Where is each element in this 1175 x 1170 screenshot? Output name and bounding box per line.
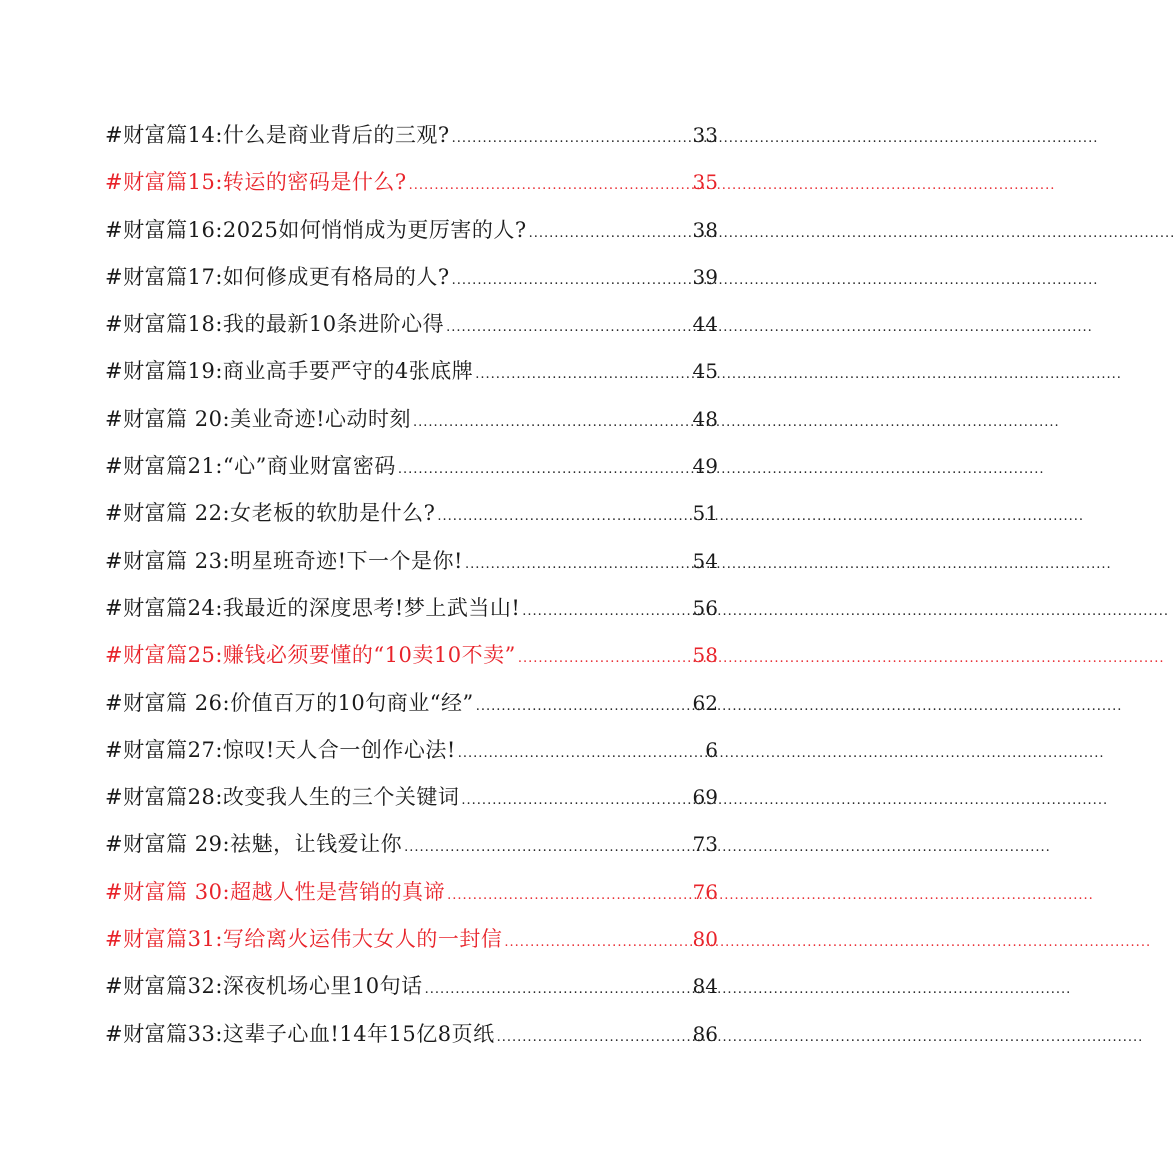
toc-entry-title: #财富篇16:2025如何悄悄成为更厉害的人? — [105, 217, 527, 242]
toc-entry-page: 84 — [692, 974, 718, 999]
toc-entry-page: 56 — [692, 595, 718, 620]
toc-entry-page: 73 — [692, 832, 718, 857]
toc-entry[interactable] — [105, 207, 718, 254]
toc-leader-dots — [476, 683, 691, 730]
toc-entry-page: 51 — [692, 501, 718, 526]
toc-entry-title: #财富篇 30:超越人性是营销的真谛 — [105, 879, 446, 904]
toc-entry[interactable] — [105, 680, 718, 727]
toc-entry-page: 49 — [692, 454, 718, 479]
toc-leader-dots — [522, 588, 690, 635]
toc-leader-dots — [413, 399, 691, 446]
toc-entry[interactable] — [105, 585, 718, 632]
toc-leader-dots — [504, 919, 690, 966]
toc-entry[interactable] — [105, 396, 718, 443]
toc-entry-page: 62 — [692, 690, 718, 715]
toc-entry[interactable] — [105, 1011, 718, 1058]
table-of-contents — [105, 112, 718, 1058]
toc-leader-dots — [452, 257, 691, 304]
toc-leader-dots — [461, 777, 690, 824]
toc-entry-page: 38 — [692, 217, 718, 242]
toc-entry-title: #财富篇24:我最近的深度思考!梦上武当山! — [105, 595, 521, 620]
toc-entry-title: #财富篇17:如何修成更有格局的人? — [105, 264, 450, 289]
toc-entry[interactable] — [105, 490, 718, 537]
toc-entry-title: #财富篇15:转运的密码是什么? — [105, 170, 407, 195]
toc-entry-title: #财富篇 23:明星班奇迹!下一个是你! — [105, 548, 463, 573]
toc-leader-dots — [518, 635, 691, 682]
toc-entry[interactable] — [105, 916, 718, 963]
toc-entry-title: #财富篇31:写给离火运伟大女人的一封信 — [105, 927, 503, 952]
toc-leader-dots — [404, 824, 690, 871]
toc-entry-page: 45 — [692, 359, 718, 384]
toc-entry-page: 54 — [692, 548, 718, 573]
toc-leader-dots — [398, 446, 691, 493]
toc-entry[interactable] — [105, 821, 718, 868]
toc-leader-dots — [465, 541, 691, 588]
toc-entry[interactable] — [105, 443, 718, 490]
toc-entry-page: 86 — [692, 1021, 718, 1046]
toc-leader-dots — [425, 966, 691, 1013]
toc-leader-dots — [447, 872, 690, 919]
toc-leader-dots — [446, 304, 690, 351]
toc-entry[interactable] — [105, 159, 718, 206]
toc-entry-page: 80 — [692, 927, 718, 952]
toc-leader-dots — [475, 351, 690, 398]
toc-leader-dots — [529, 210, 691, 257]
toc-entry[interactable] — [105, 301, 718, 348]
toc-entry-title: #财富篇 29:祛魅，让钱爱让你 — [105, 832, 403, 857]
toc-entry-page: 48 — [692, 406, 718, 431]
toc-entry-title: #财富篇27:惊叹!天人合一创作心法! — [105, 737, 456, 762]
toc-entry-title: #财富篇 26:价值百万的10句商业“经” — [105, 690, 474, 715]
toc-entry-page: 6 — [705, 737, 718, 762]
toc-entry-title: #财富篇19:商业高手要严守的4张底牌 — [105, 359, 474, 384]
toc-entry-title: #财富篇 22:女老板的软肋是什么? — [105, 501, 436, 526]
toc-entry[interactable] — [105, 869, 718, 916]
toc-entry[interactable] — [105, 727, 718, 774]
toc-entry-title: #财富篇28:改变我人生的三个关键词 — [105, 785, 460, 810]
toc-leader-dots — [437, 493, 690, 540]
toc-entry-page: 58 — [692, 643, 718, 668]
toc-entry-title: #财富篇33:这辈子心血!14年15亿8页纸 — [105, 1021, 495, 1046]
toc-entry-page: 39 — [692, 264, 718, 289]
toc-entry-page: 33 — [692, 123, 718, 147]
toc-entry-title: #财富篇25:赚钱必须要懂的“10卖10不卖” — [105, 643, 516, 668]
toc-leader-dots — [452, 115, 691, 162]
toc-entry-page: 69 — [692, 785, 718, 810]
toc-entry[interactable] — [105, 348, 718, 395]
toc-entry-title: #财富篇 20:美业奇迹!心动时刻 — [105, 406, 412, 431]
toc-entry-title: #财富篇21:“心”商业财富密码 — [105, 454, 396, 479]
toc-entry-title: #财富篇14:什么是商业背后的三观? — [105, 123, 450, 147]
toc-leader-dots — [409, 162, 691, 209]
toc-entry[interactable] — [105, 963, 718, 1010]
toc-entry[interactable] — [105, 112, 718, 159]
toc-entry[interactable] — [105, 538, 718, 585]
toc-entry[interactable] — [105, 632, 718, 679]
toc-entry-page: 35 — [692, 170, 718, 195]
toc-entry[interactable] — [105, 254, 718, 301]
toc-entry-page: 44 — [692, 312, 718, 337]
toc-entry-title: #财富篇18:我的最新10条进阶心得 — [105, 312, 445, 337]
toc-entry[interactable] — [105, 774, 718, 821]
toc-leader-dots — [458, 730, 694, 777]
toc-entry-page: 76 — [692, 879, 718, 904]
toc-leader-dots — [497, 1014, 691, 1061]
toc-entry-title: #财富篇32:深夜机场心里10句话 — [105, 974, 423, 999]
